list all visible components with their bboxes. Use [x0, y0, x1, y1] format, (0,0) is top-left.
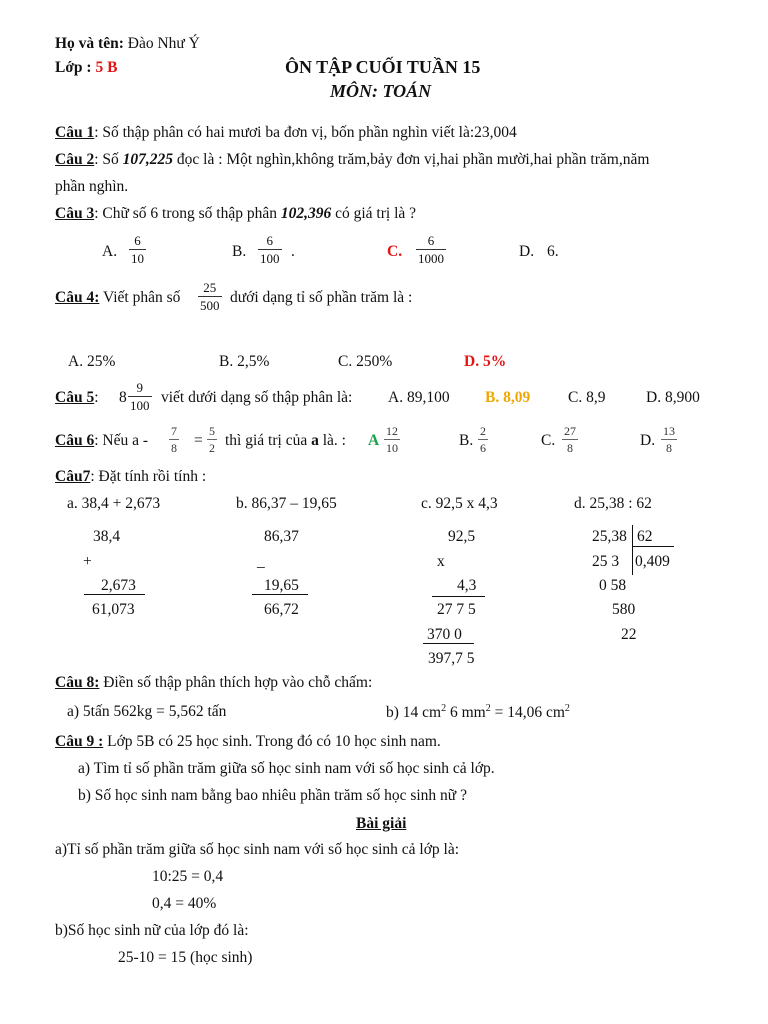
q8-b-pre: b) 14 cm: [386, 704, 442, 722]
q7d-remainder-2: 0 58: [599, 577, 627, 594]
q8-label: Câu 8:: [55, 674, 100, 691]
q3-number: 102,396: [280, 205, 332, 222]
q6-equals: =: [194, 432, 203, 449]
q3-c-num: 6: [427, 233, 435, 248]
q9-label: Câu 9 :: [55, 733, 104, 750]
q6-num2: 5: [209, 424, 215, 438]
q4-option-c: C. 250%: [338, 353, 393, 370]
question-8: [55, 675, 372, 691]
q7a-rule: [84, 594, 145, 595]
q3-option-c-fraction: [416, 234, 446, 265]
q6-num1: 7: [171, 424, 177, 438]
q6-pre: : Nếu a -: [94, 432, 148, 449]
q3-option-b-suffix: .: [291, 243, 295, 260]
q3-b-den: 100: [260, 251, 280, 266]
q7c-top: 92,5: [448, 528, 476, 545]
class-value: 5 B: [95, 59, 118, 76]
q2-number: 107,225: [122, 151, 174, 168]
q3-c-den: 1000: [418, 251, 444, 266]
q4-option-a: A. 25%: [68, 353, 116, 370]
question-5: [55, 390, 99, 406]
q7c-rule-1: [432, 596, 485, 597]
q7a-top: 38,4: [93, 528, 121, 545]
q2-pre: : Số: [94, 151, 123, 168]
q7-task-d: d. 25,38 : 62: [574, 495, 652, 512]
q7b-result: 66,72: [264, 601, 299, 618]
solution-title: Bài giải: [356, 815, 407, 832]
q3-option-c-letter: C.: [387, 243, 403, 260]
q4-option-d: D. 5%: [464, 353, 507, 370]
q7d-remainder-4: 22: [621, 626, 637, 643]
q6-option-b-fraction: [478, 425, 488, 454]
q8-b-sup3: 2: [564, 703, 570, 714]
q8-b-mid: 6 mm: [446, 704, 486, 722]
q3-option-a-fraction: [129, 234, 146, 265]
q7-text: : Đặt tính rồi tính :: [90, 468, 207, 485]
q3-a-num: 6: [134, 233, 141, 248]
q9-part-a: a) Tìm tỉ số phần trăm giữa số học sinh nam với số học sinh cả lớp.: [78, 760, 495, 777]
question-1: [55, 125, 517, 141]
solution-b-intro: b)Số học sinh nữ của lớp đó là:: [55, 922, 249, 939]
q8-answer-a: a) 5tấn 562kg = 5,562 tấn: [67, 703, 227, 720]
solution-b-line-1: 25-10 = 15 (học sinh): [118, 949, 253, 966]
question-7: [55, 469, 206, 485]
q5-whole: 8: [119, 389, 127, 406]
q7d-divisor-rule: [632, 546, 674, 547]
q5-option-a: A. 89,100: [388, 389, 450, 406]
q6-fraction-2: [207, 425, 217, 454]
q6-post2: là. :: [318, 432, 346, 449]
q3-label: Câu 3: [55, 205, 95, 222]
q4-den: 500: [200, 298, 220, 313]
q6-option-b-letter: B.: [459, 432, 474, 449]
q9-text: Lớp 5B có 25 học sinh. Trong đó có 10 học sinh nam.: [103, 733, 441, 750]
class-label: Lớp :: [55, 59, 92, 76]
q5-num: 9: [136, 380, 143, 395]
q7-label: Câu7: [55, 468, 91, 485]
q7-task-c: c. 92,5 x 4,3: [421, 495, 498, 512]
q5-fraction: [128, 381, 152, 412]
q7b-bottom: 19,65: [264, 577, 299, 594]
solution-a-intro: a)Tỉ số phần trăm giữa số học sinh nam với số học sinh cả lớp là:: [55, 841, 460, 858]
q8-text: Điền số thập phân thích hợp vào chỗ chấm:: [99, 674, 373, 691]
student-name-line: [55, 36, 200, 52]
q3-option-b-fraction: [258, 234, 282, 265]
q5-den: 100: [130, 398, 150, 413]
q6-option-a-fraction: [384, 425, 400, 454]
q5-post: viết dưới dạng số thập phân là:: [161, 389, 353, 406]
q4-pre: Viết phân số: [99, 289, 181, 306]
q3-b-num: 6: [266, 233, 273, 248]
q7d-quotient: 0,409: [635, 553, 670, 570]
question-4: [55, 290, 180, 306]
solution-a-line-2: 0,4 = 40%: [152, 895, 217, 912]
q6-b-num: 2: [480, 424, 486, 438]
q7d-dividend: 25,38: [592, 528, 627, 545]
question-9: [55, 734, 441, 750]
q7d-division-bar: [632, 525, 633, 575]
q4-option-b: B. 2,5%: [219, 353, 270, 370]
q8-b-eq: = 14,06 cm: [490, 704, 565, 722]
q3-pre: : Chữ số 6 trong số thập phân: [94, 205, 281, 222]
q6-b-den: 6: [480, 441, 486, 455]
question-6: [55, 433, 148, 449]
q6-a-den: 10: [386, 441, 398, 455]
q4-fraction: [198, 281, 222, 312]
q5-colon: :: [94, 389, 99, 406]
q7a-bottom: 2,673: [101, 577, 136, 594]
q2-text: đọc là : Một nghìn,không trăm,bảy đơn vị,hai phần mười,hai phần trăm,năm: [173, 151, 650, 168]
q2-label: Câu 2: [55, 151, 95, 168]
q6-option-d-fraction: [661, 425, 677, 454]
q6-den1: 8: [171, 441, 177, 455]
q6-post: [225, 433, 346, 449]
q7c-operator: x: [437, 553, 445, 570]
q9-part-b: b) Số học sinh nam bằng bao nhiêu phần trăm số học sinh nữ ?: [78, 787, 467, 804]
q6-post1: thì giá trị của: [225, 432, 312, 449]
q6-var: a: [311, 432, 319, 449]
q7d-remainder-1: 25 3: [592, 553, 620, 570]
student-name: Đào Như Ý: [127, 35, 200, 52]
q1-label: Câu 1: [55, 124, 95, 141]
subject-title: MÔN: TOÁN: [330, 81, 432, 101]
page-title: ÔN TẬP CUỐI TUẦN 15: [285, 57, 481, 77]
q6-a-num: 12: [386, 424, 398, 438]
q4-num: 25: [203, 280, 217, 295]
q5-option-b: B. 8,09: [485, 389, 531, 406]
q3-option-b-letter: B.: [232, 243, 247, 260]
q7a-result: 61,073: [92, 601, 135, 618]
name-label: Họ và tên:: [55, 35, 124, 52]
q6-option-a-letter: A: [368, 432, 380, 449]
q6-c-den: 8: [562, 439, 578, 454]
q4-post: dưới dạng tỉ số phần trăm là :: [230, 289, 413, 306]
question-3: [55, 206, 416, 222]
q6-d-num: 13: [663, 424, 675, 438]
solution-a-line-1: 10:25 = 0,4: [152, 868, 224, 885]
q6-option-c-letter: C.: [541, 432, 556, 449]
q6-den2: 2: [209, 441, 215, 455]
q7c-result: 397,7 5: [428, 650, 475, 667]
q5-label: Câu 5: [55, 389, 95, 406]
q6-d-den: 8: [661, 439, 677, 454]
q7c-bottom: 4,3: [457, 577, 477, 594]
q7c-partial-2: 370 0: [427, 626, 462, 643]
q8-b-sup1: 2: [441, 703, 447, 714]
q3-option-d-letter: D.: [519, 243, 535, 260]
q7a-operator: +: [83, 553, 92, 570]
q8-answer-b: [386, 704, 570, 721]
q7d-remainder-3: 580: [612, 601, 636, 618]
q6-label: Câu 6: [55, 432, 95, 449]
q7-task-a: a. 38,4 + 2,673: [67, 495, 161, 512]
q4-label: Câu 4:: [55, 289, 100, 306]
q6-c-num: 27: [564, 424, 576, 438]
q5-option-c: C. 8,9: [568, 389, 606, 406]
question-2: [55, 152, 649, 168]
q7d-divisor: 62: [637, 528, 653, 545]
q7-task-b: b. 86,37 – 19,65: [236, 495, 337, 512]
q3-option-a-letter: A.: [102, 243, 118, 260]
q3-a-den: 10: [131, 251, 144, 266]
q7b-operator: _: [257, 553, 265, 570]
q7b-top: 86,37: [264, 528, 299, 545]
q8-b-sup2: 2: [485, 703, 491, 714]
q6-option-c-fraction: [562, 425, 578, 454]
q7c-rule-2: [423, 643, 474, 644]
class-line: [55, 60, 117, 76]
q2-text-cont: phần nghìn.: [55, 178, 129, 195]
q7c-partial-1: 27 7 5: [437, 601, 476, 618]
q6-option-d-letter: D.: [640, 432, 656, 449]
q6-fraction-1: [169, 425, 179, 454]
q5-option-d: D. 8,900: [646, 389, 700, 406]
q3-post: có giá trị là ?: [331, 205, 417, 222]
q7b-rule: [252, 594, 308, 595]
q1-text: : Số thập phân có hai mươi ba đơn vị, bốn phần nghìn viết là:23,004: [94, 124, 517, 141]
q3-option-d-text: 6.: [547, 243, 559, 260]
